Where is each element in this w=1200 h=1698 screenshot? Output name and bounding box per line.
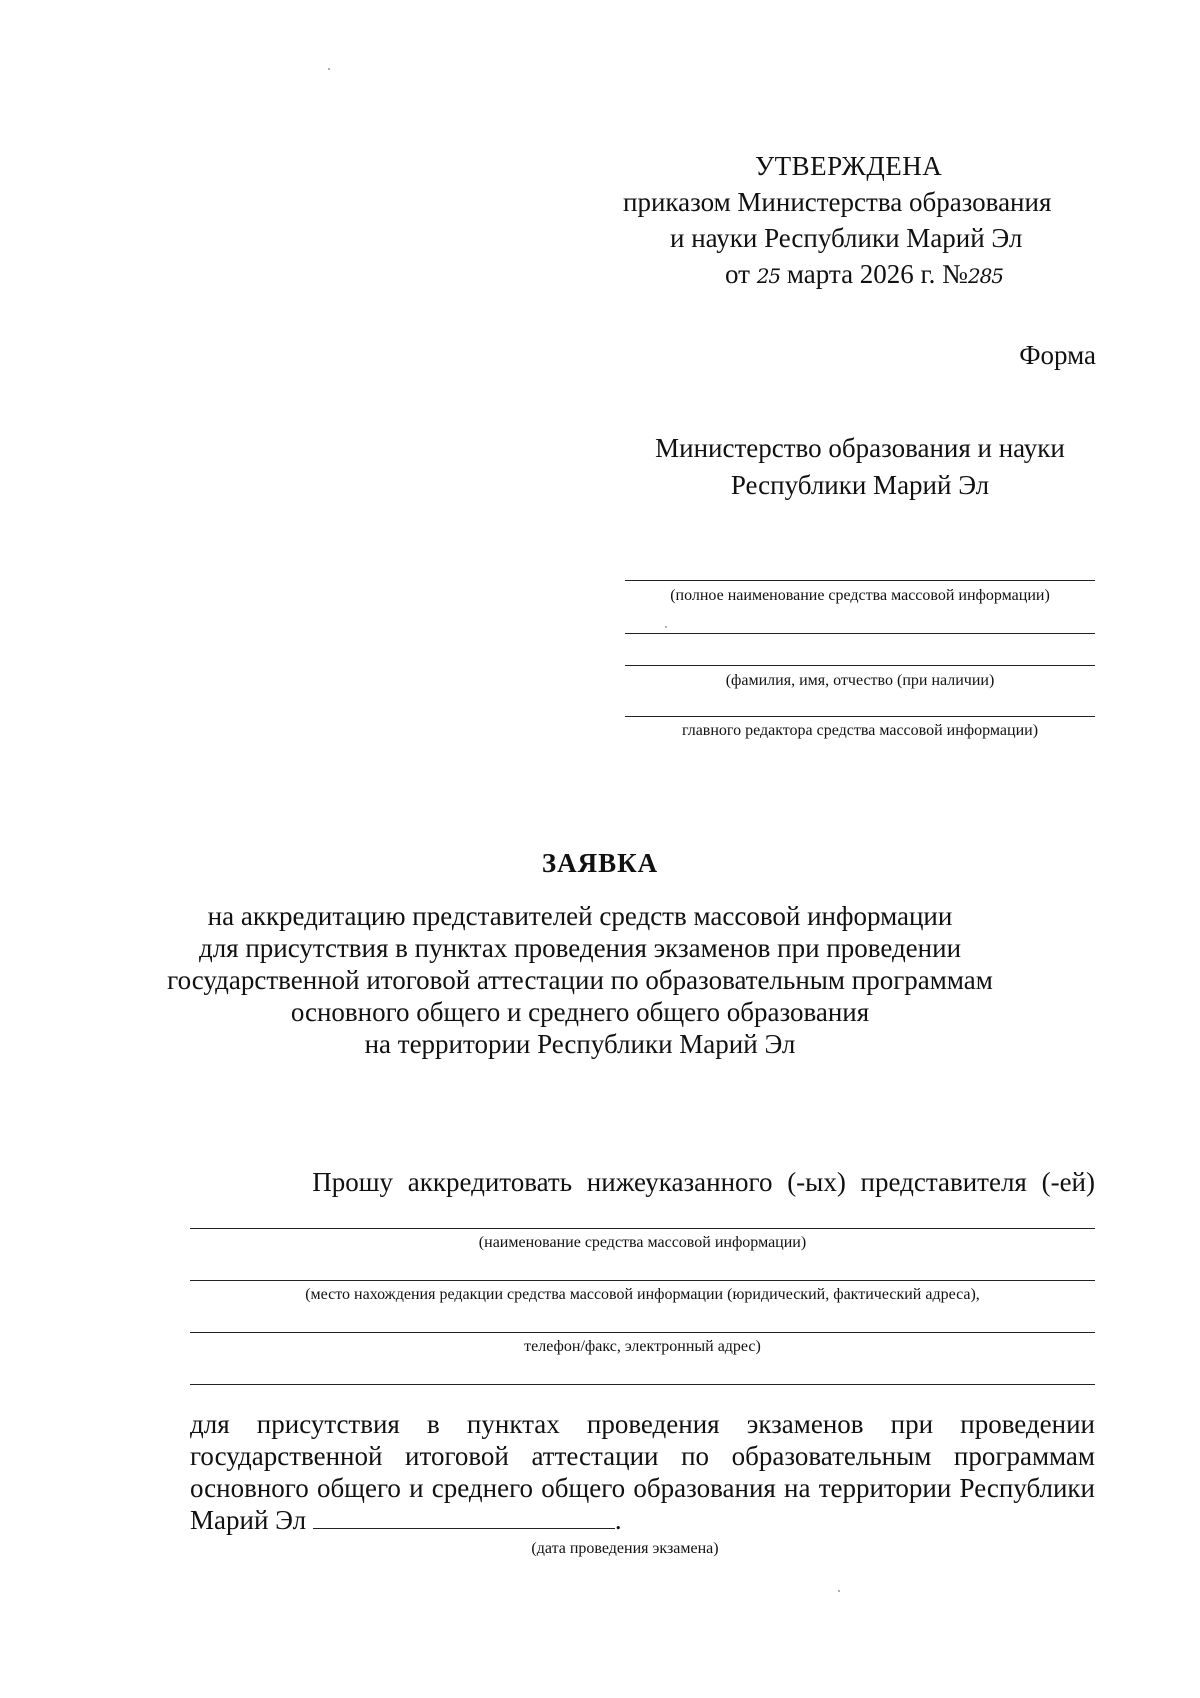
fio-field-line[interactable] — [625, 665, 1095, 666]
editor-field-line[interactable] — [625, 716, 1095, 717]
body-end: . — [614, 1505, 622, 1535]
media-name-field-line-2[interactable] — [625, 633, 1095, 634]
recipient-block — [620, 430, 1100, 504]
media-field-line[interactable] — [190, 1228, 1095, 1229]
approval-number-handwritten: 285 — [967, 264, 1004, 288]
scan-speck — [838, 1590, 840, 1592]
approval-day-handwritten: 25 — [756, 264, 781, 288]
extra-field-line[interactable] — [190, 1384, 1095, 1385]
address-caption: (место нахождения редакции средства массовой информации (юридический, фактический адреса), — [305, 1286, 980, 1303]
address-field-line[interactable] — [190, 1280, 1095, 1281]
media-caption: (наименование средства массовой информации) — [478, 1234, 807, 1251]
document-subtitle — [160, 900, 1000, 1060]
media-name-field-line[interactable] — [625, 580, 1095, 581]
body-text: для присутствия в пунктах проведения экзаменов при проведении государственной итоговой аттестации по образовательным программам основного общего и среднего общего образования на территории Республики Марий Эл — [190, 1409, 1095, 1535]
approval-order-line: приказом Министерства образования — [623, 187, 1052, 217]
approval-month-year: марта 2026 г. № — [786, 259, 968, 289]
exam-date-field[interactable] — [313, 1506, 615, 1529]
date-caption: (дата проведения экзамена) — [531, 1540, 719, 1557]
subtitle-line-2: для присутствия в пунктах проведения экзаменов при проведении — [198, 933, 962, 963]
contact-caption: телефон/факс, электронный адрес) — [524, 1338, 761, 1355]
approval-title: УТВЕРЖДЕНА — [755, 151, 943, 181]
media-name-caption: (полное наименование средства массовой информации) — [670, 587, 1050, 604]
approval-date-prefix: от — [725, 259, 750, 289]
recipient-line-1: Министерство образования и науки — [655, 433, 1065, 463]
subtitle-line-3: государственной итоговой аттестации по образовательным программам — [167, 965, 993, 995]
contact-field-line[interactable] — [190, 1332, 1095, 1333]
fio-caption: (фамилия, имя, отчество (при наличии) — [725, 672, 995, 689]
subtitle-line-1: на аккредитацию представителей средств массовой информации — [207, 901, 953, 931]
request-text: Прошу аккредитовать нижеуказанного (-ых) представителя (-ей) — [312, 1167, 1095, 1197]
body-paragraph — [190, 1408, 1095, 1536]
recipient-line-2: Республики Марий Эл — [730, 470, 990, 500]
subtitle-line-4: основного общего и среднего общего образования — [290, 997, 870, 1027]
approval-stamp — [610, 148, 1090, 294]
form-label: Форма — [1019, 340, 1096, 370]
approval-ministry-line: и науки Республики Марий Эл — [670, 223, 1023, 253]
approval-date-line — [610, 256, 1090, 294]
editor-caption: главного редактора средства массовой информации) — [681, 722, 1039, 739]
subtitle-line-5: на территории Республики Марий Эл — [364, 1029, 796, 1059]
document-title: ЗАЯВКА — [541, 848, 659, 878]
scan-speck — [328, 68, 330, 70]
scan-speck — [665, 626, 667, 628]
